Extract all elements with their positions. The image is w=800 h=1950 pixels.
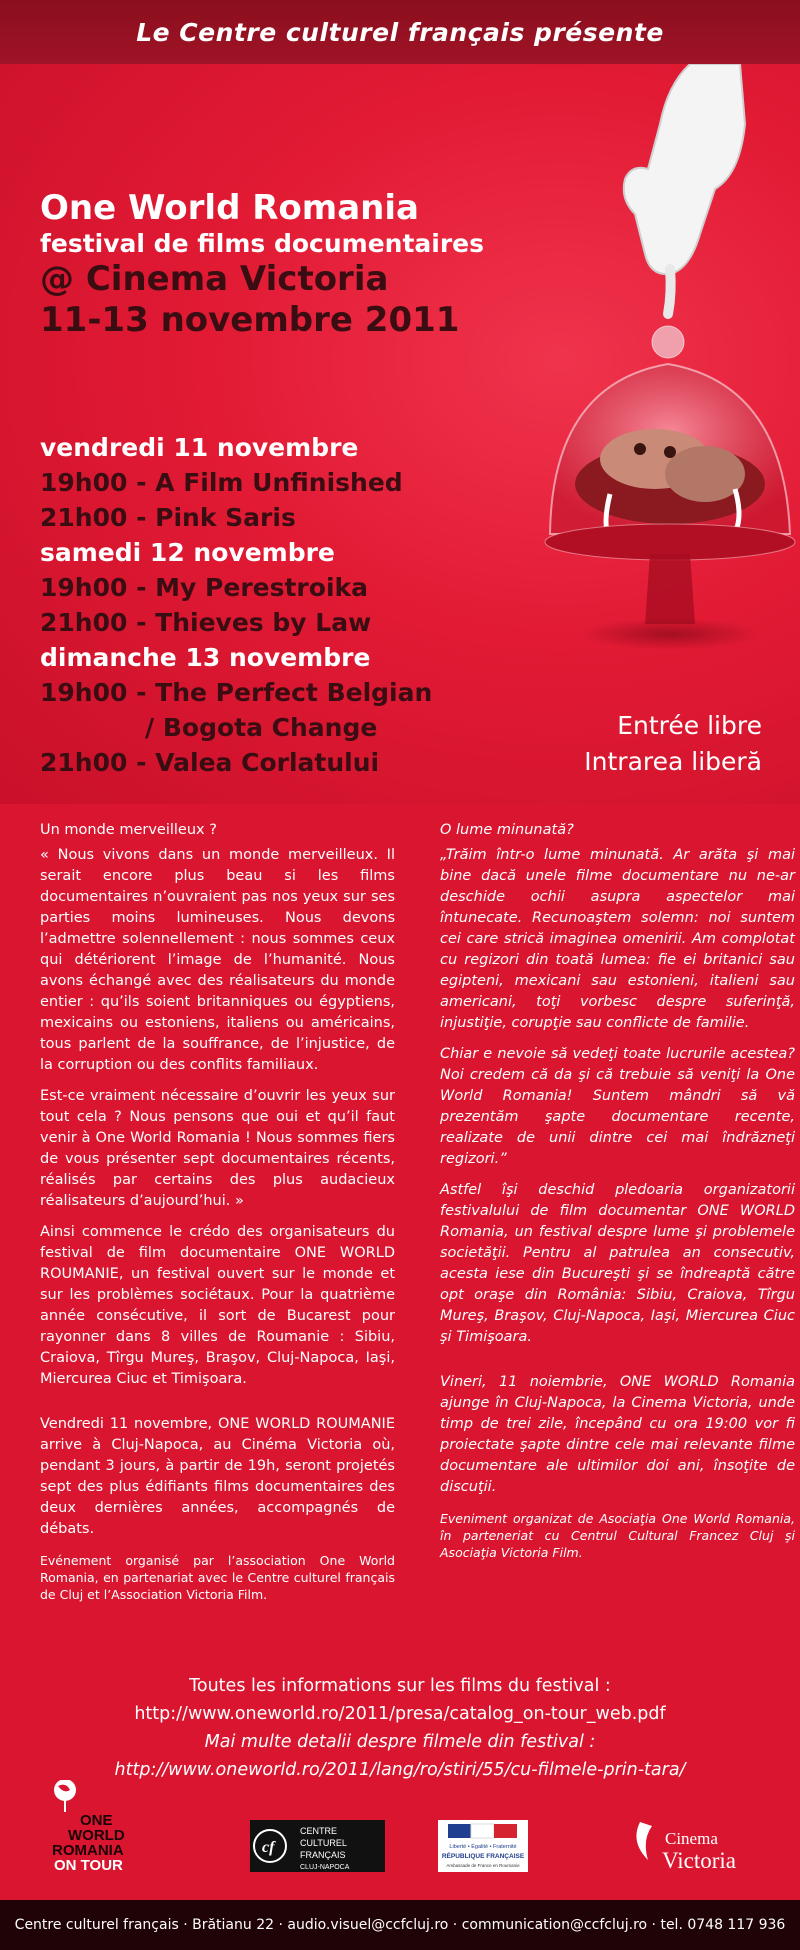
info-ro-link[interactable]: http://www.oneworld.ro/2011/lang/ro/stiri/55/cu-filmele-prin-tara/ [114,1760,686,1780]
info-ro-label: Mai multe detalii despre filmele din festival : [204,1732,596,1752]
entry-ro: Intrarea liberă [584,747,762,776]
svg-text:CLUJ-NAPOCA: CLUJ-NAPOCA [300,1864,350,1871]
french-credits: Evénement organisé par l’association One World Romania, en partenariat avec le Centre culturel français de Cluj et l’Association Victoria Film. [40,1553,395,1602]
svg-text:Victoria: Victoria [662,1848,736,1873]
svg-text:WORLD: WORLD [68,1827,125,1844]
oneworld-logo [52,1780,125,1874]
romanian-credits: Eveniment organizat de Asociaţia One World Romania, în parteneriat cu Centrul Cultural Francez Cluj şi Asociaţia Victoria Film. [440,1511,795,1560]
schedule-film: 19h00 - A Film Unfinished [40,468,403,497]
cloche-illustration [540,64,800,704]
french-paragraph: « Nous vivons dans un monde merveilleux. Il serait encore plus beau si les films documentaires n’ouvraient pas nos yeux sur ses parties moins lumineuses. Nous devons l’admettre solennellement : nous sommes ceux qui détériorent l’image de l’humanité. Nous avons échangé avec des réalisateurs du monde entier : qu’ils soient britanniques ou égyptiens, mexicains ou estoniens, italiens ou américains, tous parlent de la souffrance, de l’injustice, de la corruption ou des conflits familiaux. [40,847,395,1073]
schedule-film: 19h00 - The Perfect Belgian [40,678,433,707]
schedule-film: / Bogota Change [145,713,378,742]
french-paragraph: Vendredi 11 novembre, ONE WORLD ROUMANIE arrive à Cluj-Napoca, au Cinéma Victoria où, pendant 3 jours, à partir de 19h, seront projetés sept des plus édifiants films documentaires des deux dernières années, accompagnés de débats. [40,1416,395,1537]
schedule-film: 21h00 - Thieves by Law [40,608,372,637]
romanian-paragraph: Astfel îşi deschid pledoaria organizatorii festivalului de film documentar ONE WORLD Romania, un festival despre lume şi problemele societăţii. Pentru al patrulea an consecutiv, acesta iese din Bucureşti şi se îndreaptă către opt oraşe din România: Sibiu, Craiova, Tîrgu Mureş, Braşov, Cluj-Napoca, Iaşi, Miercurea Ciuc şi Timişoara. [440,1182,795,1345]
schedule-day: vendredi 11 novembre [40,433,359,462]
info-fr-link[interactable]: http://www.oneworld.ro/2011/presa/catalog_on-tour_web.pdf [134,1704,666,1724]
event-venue: @ Cinema Victoria [40,258,389,299]
info-fr-label: Toutes les informations sur les films du festival : [189,1676,611,1696]
top-banner [0,0,800,64]
svg-text:Ambassade de France en Roumani: Ambassade de France en Roumanie [446,1863,520,1868]
schedule-day: dimanche 13 novembre [40,643,371,672]
svg-text:ONE: ONE [80,1812,113,1829]
svg-text:CULTUREL: CULTUREL [300,1838,347,1848]
romanian-heading: O lume minunată? [440,822,574,838]
svg-text:RÉPUBLIQUE FRANÇAISE: RÉPUBLIQUE FRANÇAISE [441,1853,525,1860]
romanian-paragraph: Vineri, 11 noiembrie, ONE WORLD Romania ajunge în Cluj-Napoca, la Cinema Victoria, unde timp de trei zile, începând cu ora 19:00 vor fi proiectate şapte dintre cele mai relevante filme documentare ale ultimilor doi ani, însoţite de discuţii. [440,1374,795,1495]
screening-schedule [40,430,432,780]
romanian-paragraph: Chiar e nevoie să vedeţi toate lucrurile acestea? Noi credem că da şi că trebuie să veniţi la One World Romania! Suntem mândri să vă prezentăm şapte documentare recente, realizate de unii dintre cei mai îndrăzneţi regizori.” [440,1046,795,1167]
schedule-film: 21h00 - Valea Corlatului [40,748,380,777]
svg-text:CENTRE: CENTRE [300,1826,338,1836]
ccf-logo [250,1820,385,1872]
svg-text:ROMANIA: ROMANIA [52,1842,124,1859]
romanian-paragraph: „Trăim într-o lume minunată. Ar arăta şi mai bine dacă unele filme documentare nu ne-ar deschide ochii asupra aspectelor mai întunecate. Recunoaştem solemn: noi suntem cei care strică imaginea omenirii. Am complotat cu regizori din toată lumea: fie ei britanici sau egipteni, mexicani sau estonieni, italieni sau americani, toţi vorbesc despre suferinţă, injustiţie, corupţie sau conflicte de familie. [440,847,795,1031]
svg-text:Cinema: Cinema [665,1829,718,1848]
french-paragraph: Est-ce vraiment nécessaire d’ouvrir les yeux sur tout cela ? Nous pensons que oui et qu’il faut venir à One World Romania ! Nous sommes fiers de vous présenter sept documentaires récents, réalisés par certains des plus audacieux réalisateurs d’aujourd’hui. » [40,1088,395,1209]
french-column [40,820,395,1613]
svg-text:FRANÇAIS: FRANÇAIS [300,1850,346,1860]
french-heading: Un monde merveilleux ? [40,822,217,838]
cinema-victoria-logo [636,1822,736,1873]
republique-francaise-logo [438,1820,528,1872]
glove-icon [624,64,745,274]
event-subtitle: festival de films documentaires [40,228,485,258]
schedule-film: 21h00 - Pink Saris [40,503,296,532]
event-title-block [40,188,484,340]
schedule-day: samedi 12 novembre [40,538,335,567]
banner-text: Le Centre culturel français présente [136,17,664,47]
french-paragraph: Ainsi commence le crédo des organisateurs du festival de film documentaire ONE WORLD ROUMANIE, un festival ouvert sur le monde et sur les problèmes sociétaux. Pour la quatrième année consécutive, il sort de Bucarest pour rayonner dans 8 villes de Roumanie : Sibiu, Craiova, Tîrgu Mureş, Braşov, Cluj-Napoca, Iaşi, Miercurea Ciuc et Timişoara. [40,1224,395,1387]
partner-logos [0,1780,800,1875]
svg-text:Liberté • Égalité • Fraternité: Liberté • Égalité • Fraternité [449,1844,517,1850]
svg-text:cf: cf [262,1839,275,1856]
romanian-column [440,820,795,1571]
event-title: One World Romania [40,188,419,228]
svg-text:ON TOUR: ON TOUR [54,1857,123,1874]
event-dates: 11-13 novembre 2011 [40,299,460,340]
schedule-film: 19h00 - My Perestroika [40,573,369,602]
footer-contact: Centre culturel français · Brătianu 22 · audio.visuel@ccfcluj.ro · communication@ccfcluj.ro · tel. 0748 117 936 [14,1917,786,1933]
info-links [0,1672,800,1784]
footer-bar [0,1900,800,1950]
entry-fr: Entrée libre [617,711,762,740]
entry-notice [584,708,762,780]
